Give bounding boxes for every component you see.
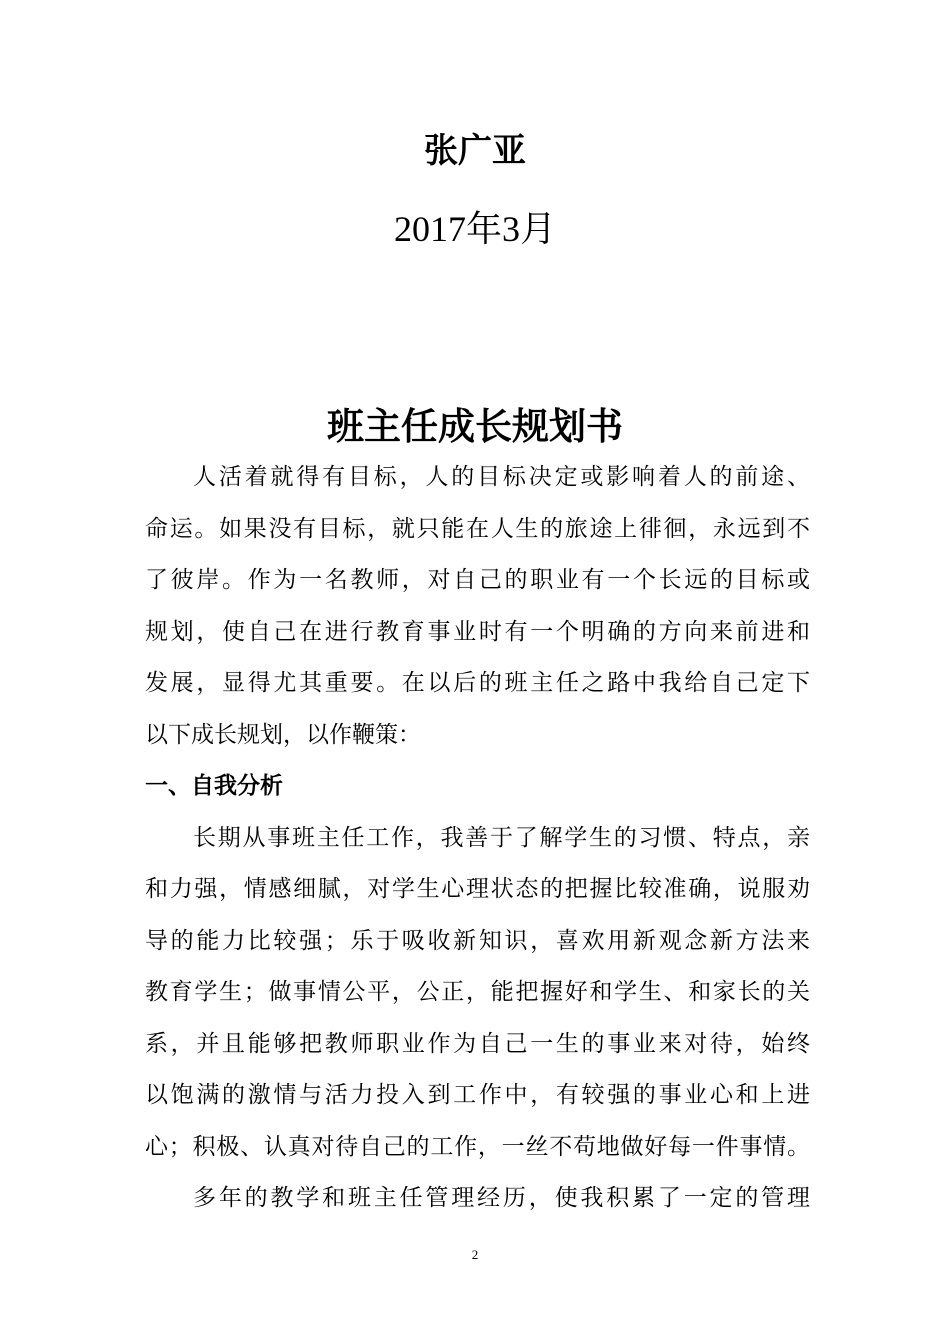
section-heading: 一、自我分析 bbox=[145, 773, 283, 799]
paragraph-line: 和力强，情感细腻，对学生心理状态的把握比较准确，说服劝 bbox=[145, 876, 810, 902]
intro-line: 规划，使自己在进行教育事业时有一个明确的方向来前进和 bbox=[145, 618, 810, 645]
document-title: 班主任成长规划书 bbox=[327, 405, 623, 448]
intro-line: 人活着就得有目标，人的目标决定或影响着人的前途、 bbox=[193, 464, 810, 490]
intro-line: 发展，显得尤其重要。在以后的班主任之路中我给自己定下 bbox=[145, 670, 810, 696]
paragraph-line: 教育学生；做事情公平，公正，能把握好和学生、和家长的关 bbox=[145, 979, 810, 1005]
paragraph-line: 心；积极、认真对待自己的工作，一丝不苟地做好每一件事情。 bbox=[145, 1133, 810, 1160]
intro-line: 命运。如果没有目标，就只能在人生的旅途上徘徊，永远到不 bbox=[145, 515, 810, 542]
intro-line: 以下成长规划，以作鞭策： bbox=[145, 721, 421, 748]
document-date: 2017年3月 bbox=[393, 209, 556, 249]
paragraph-line: 系，并且能够把教师职业作为自己一生的事业来对待，始终 bbox=[145, 1030, 810, 1057]
paragraph-line: 以饱满的激情与活力投入到工作中，有较强的事业心和上进 bbox=[145, 1082, 810, 1108]
intro-line: 了彼岸。作为一名教师，对自己的职业有一个长远的目标或 bbox=[145, 567, 810, 593]
paragraph-line: 多年的教学和班主任管理经历，使我积累了一定的管理 bbox=[193, 1185, 810, 1211]
document-body bbox=[145, 452, 810, 1225]
page-number: 2 bbox=[471, 1247, 479, 1262]
author-name: 张广亚 bbox=[424, 131, 526, 171]
paragraph-line: 导的能力比较强；乐于吸收新知识，喜欢用新观念新方法来 bbox=[145, 927, 810, 954]
paragraph-line: 长期从事班主任工作，我善于了解学生的习惯、特点，亲 bbox=[193, 824, 810, 851]
